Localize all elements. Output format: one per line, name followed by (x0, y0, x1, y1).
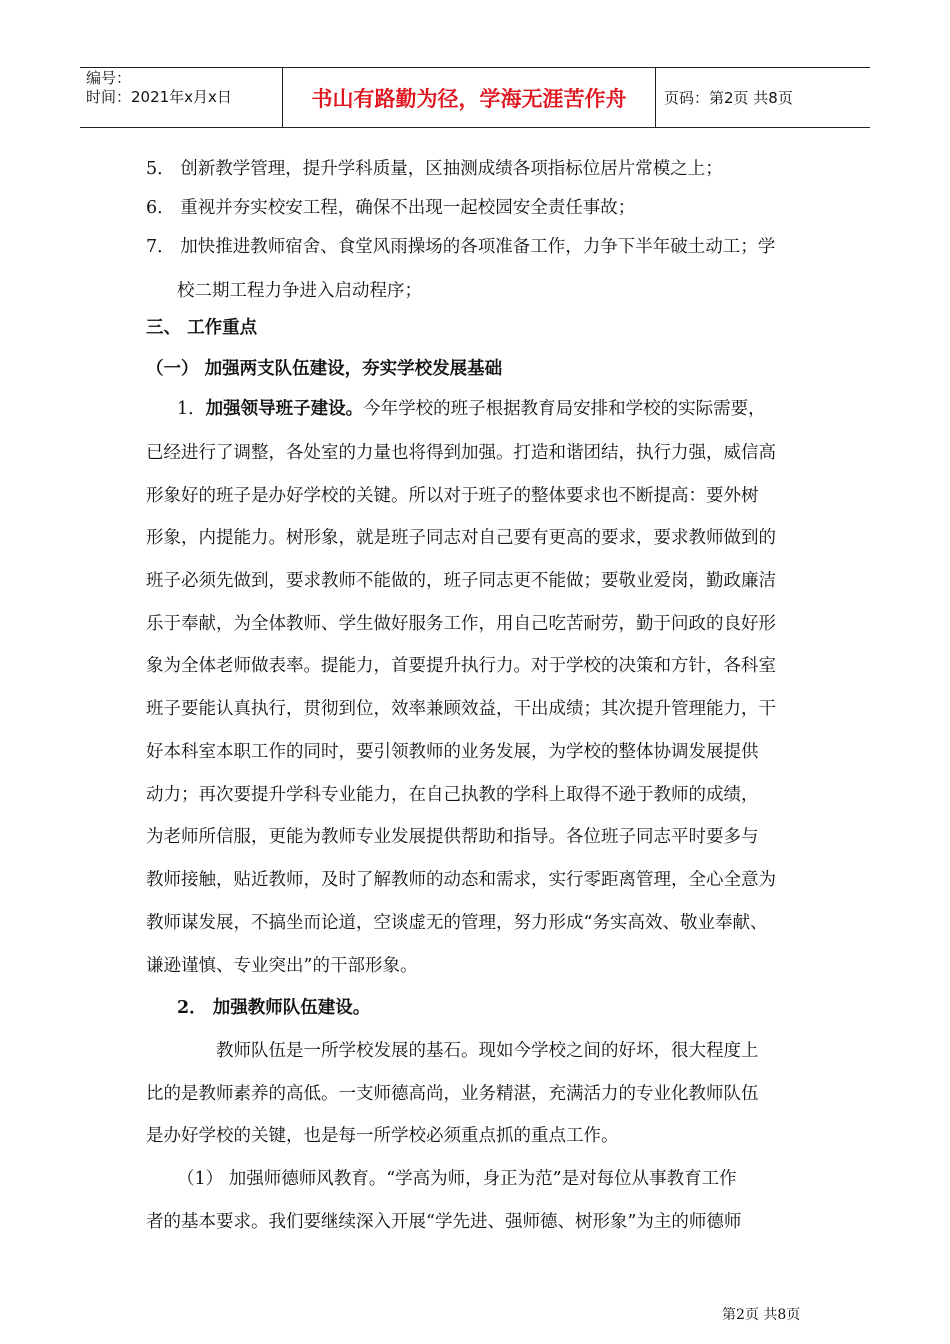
text-line: 是办好学校的关键，也是每一所学校必须重点抓的重点工作。 (146, 1126, 619, 1146)
text-line (177, 397, 766, 421)
text-line: （1） 加强师德师风教育。“学高为师，身正为范”是对每位从事教育工作 (177, 1169, 737, 1189)
text-line: 教师队伍是一所学校发展的基石。现如今学校之间的好坏，很大程度上 (216, 1041, 759, 1061)
text-line: 形象，内提能力。树形象，就是班子同志对自己要有更高的要求，要求教师做到的 (146, 528, 776, 548)
page-header (80, 67, 870, 128)
text-line: 校二期工程力争进入启动程序； (177, 281, 422, 301)
text-line: 比的是教师素养的高低。一支师德高尚，业务精湛，充满活力的专业化教师队伍 (146, 1084, 759, 1104)
text-line: 已经进行了调整，各处室的力量也将得到加强。打造和谐团结，执行力强，威信高 (146, 443, 776, 463)
text-line: 谦逊谨慎、专业突出”的干部形象。 (146, 956, 418, 976)
text-line: 教师接触，贴近教师，及时了解教师的动态和需求，实行零距离管理，全心全意为 (146, 870, 776, 890)
text-line: 为老师所信服，更能为教师专业发展提供帮助和指导。各位班子同志平时要多与 (146, 827, 759, 847)
section-heading: 三、 工作重点 (146, 318, 258, 338)
item-text: 今年学校的班子根据教育局安排和学校的实际需要， (363, 399, 766, 419)
text-line: 7． 加快推进教师宿舍、食堂风雨操场的各项准备工作，力争下半年破土动工；学 (146, 237, 776, 257)
text-line: 形象好的班子是办好学校的关键。所以对于班子的整体要求也不断提高：要外树 (146, 486, 759, 506)
header-motto: 书山有路勤为径，学海无涯苦作舟 (283, 68, 656, 127)
header-meta (80, 68, 283, 127)
item-heading: 2． 加强教师队伍建设。 (177, 998, 371, 1018)
text-line: 乐于奉献，为全体教师、学生做好服务工作，用自己吃苦耐劳，勤于问政的良好形 (146, 614, 776, 634)
page-footer: 第2页 共8页 (722, 1307, 801, 1323)
text-line: 班子要能认真执行，贯彻到位，效率兼顾效益，干出成绩；其次提升管理能力，干 (146, 699, 776, 719)
text-line: 5． 创新教学管理，提升学科质量，区抽测成绩各项指标位居片常模之上； (146, 159, 723, 179)
header-number: 编号： (86, 69, 132, 87)
text-line: 教师谋发展，不搞坐而论道，空谈虚无的管理，努力形成“务实高效、敬业奉献、 (146, 913, 768, 933)
text-line: 动力；再次要提升学科专业能力，在自己执教的学科上取得不逊于教师的成绩， (146, 785, 759, 805)
header-page-number: 页码：第2页 共8页 (664, 89, 793, 107)
item-title: 加强领导班子建设。 (205, 399, 364, 419)
text-line: 6． 重视并夯实校安工程，确保不出现一起校园安全责任事故； (146, 198, 636, 218)
subsection-heading: （一） 加强两支队伍建设，夯实学校发展基础 (146, 359, 503, 379)
text-line: 班子必须先做到，要求教师不能做的，班子同志更不能做；要敬业爱岗，勤政廉洁 (146, 571, 776, 591)
text-line: 者的基本要求。我们要继续深入开展“学先进、强师德、树形象”为主的师德师 (146, 1212, 742, 1232)
header-time: 时间：2021年x月x日 (86, 88, 232, 106)
item-number: 1． (177, 399, 206, 419)
text-line: 好本科室本职工作的同时，要引领教师的业务发展，为学校的整体协调发展提供 (146, 742, 759, 762)
text-line: 象为全体老师做表率。提能力，首要提升执行力。对于学校的决策和方针，各科室 (146, 656, 776, 676)
